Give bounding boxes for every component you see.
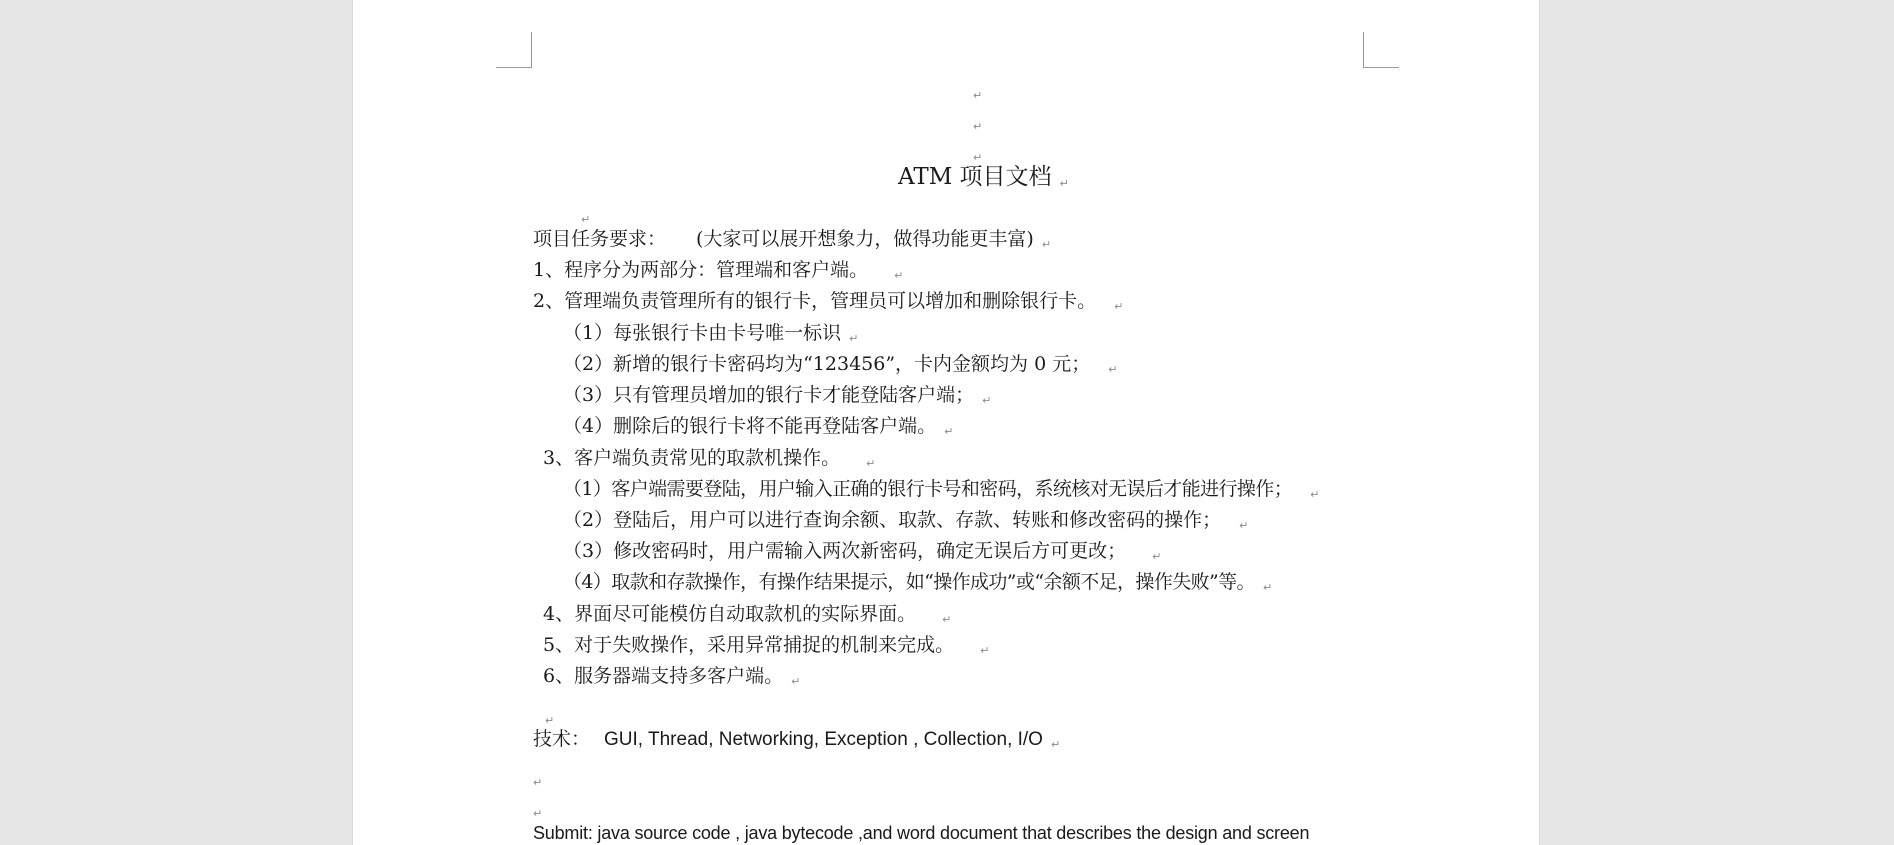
paragraph-mark-icon: ↵ [791, 675, 801, 688]
paragraph-mark-icon: ↵ [849, 332, 859, 345]
paragraph-mark-icon: ↵ [980, 644, 990, 657]
paragraph-mark-icon: ↵ [545, 714, 555, 727]
paragraph-mark-icon: ↵ [973, 89, 983, 102]
paragraph-mark-icon: ↵ [1050, 738, 1061, 751]
document-page [352, 0, 1540, 845]
technology-line[interactable]: 技术： GUI, Thread, Networking, Exception , Collection, I/O ↵ [533, 728, 1061, 751]
list-item[interactable]: 5、对于失败操作，采用异常捕捉的机制来完成。 ↵ [543, 634, 990, 657]
submit-line[interactable]: Submit: java source code , java bytecode ,and word document that describes the design and screen [533, 823, 1310, 843]
empty-paragraph[interactable] [973, 78, 982, 108]
paragraph-mark-icon: ↵ [1108, 363, 1118, 376]
crop-mark-top-left [496, 32, 532, 68]
paragraph-mark-icon: ↵ [1310, 488, 1319, 501]
paragraph-mark-icon: ↵ [866, 457, 876, 470]
list-subitem[interactable]: （3）修改密码时，用户需输入两次新密码，确定无误后方可更改； ↵ [563, 540, 1162, 563]
paragraph-mark-icon: ↵ [973, 120, 983, 133]
paragraph-mark-icon: ↵ [1114, 300, 1124, 313]
crop-mark-top-right [1363, 32, 1399, 68]
list-subitem[interactable]: （3）只有管理员增加的银行卡才能登陆客户端； ↵ [563, 384, 992, 407]
paragraph-mark-icon: ↵ [1059, 177, 1069, 190]
paragraph-mark-icon: ↵ [1152, 550, 1162, 563]
empty-paragraph[interactable] [533, 765, 542, 795]
paragraph-mark-icon: ↵ [581, 213, 591, 226]
list-subitem[interactable]: （1）每张银行卡由卡号唯一标识 ↵ [563, 322, 859, 345]
document-title[interactable]: ATM 项目文档 ↵ [898, 164, 1069, 190]
list-item[interactable]: 6、服务器端支持多客户端。 ↵ [543, 665, 801, 688]
paragraph-mark-icon: ↵ [894, 269, 904, 282]
paragraph-mark-icon: ↵ [942, 613, 952, 626]
list-subitem[interactable]: （1）客户端需要登陆，用户输入正确的银行卡号和密码，系统核对无误后才能进行操作； ↵ [563, 478, 1319, 501]
empty-paragraph[interactable] [973, 109, 982, 139]
paragraph-mark-icon: ↵ [533, 776, 543, 789]
list-subitem[interactable]: （4）取款和存款操作，有操作结果提示，如“操作成功”或“余额不足，操作失败”等。 ↵ [563, 571, 1272, 594]
paragraph-mark-icon: ↵ [973, 151, 983, 164]
requirements-heading[interactable]: 项目任务要求： (大家可以展开想象力，做得功能更丰富) ↵ [533, 228, 1052, 251]
paragraph-mark-icon: ↵ [1262, 581, 1272, 594]
paragraph-mark-icon: ↵ [533, 807, 543, 820]
list-subitem[interactable]: （2）登陆后，用户可以进行查询余额、取款、存款、转账和修改密码的操作； ↵ [563, 509, 1249, 532]
list-item[interactable]: 1、程序分为两部分：管理端和客户端。 ↵ [533, 259, 904, 282]
paragraph-mark-icon: ↵ [944, 425, 954, 438]
list-subitem[interactable]: （4）删除后的银行卡将不能再登陆客户端。 ↵ [563, 415, 954, 438]
list-item[interactable]: 3、客户端负责常见的取款机操作。 ↵ [543, 447, 876, 470]
paragraph-mark-icon: ↵ [982, 394, 992, 407]
list-subitem[interactable]: （2）新增的银行卡密码均为“123456”，卡内金额均为 0 元； ↵ [563, 353, 1118, 376]
list-item[interactable]: 4、界面尽可能模仿自动取款机的实际界面。 ↵ [543, 603, 952, 626]
paragraph-mark-icon: ↵ [1239, 519, 1249, 532]
list-item[interactable]: 2、管理端负责管理所有的银行卡，管理员可以增加和删除银行卡。 ↵ [533, 290, 1124, 313]
paragraph-mark-icon: ↵ [1041, 238, 1052, 251]
